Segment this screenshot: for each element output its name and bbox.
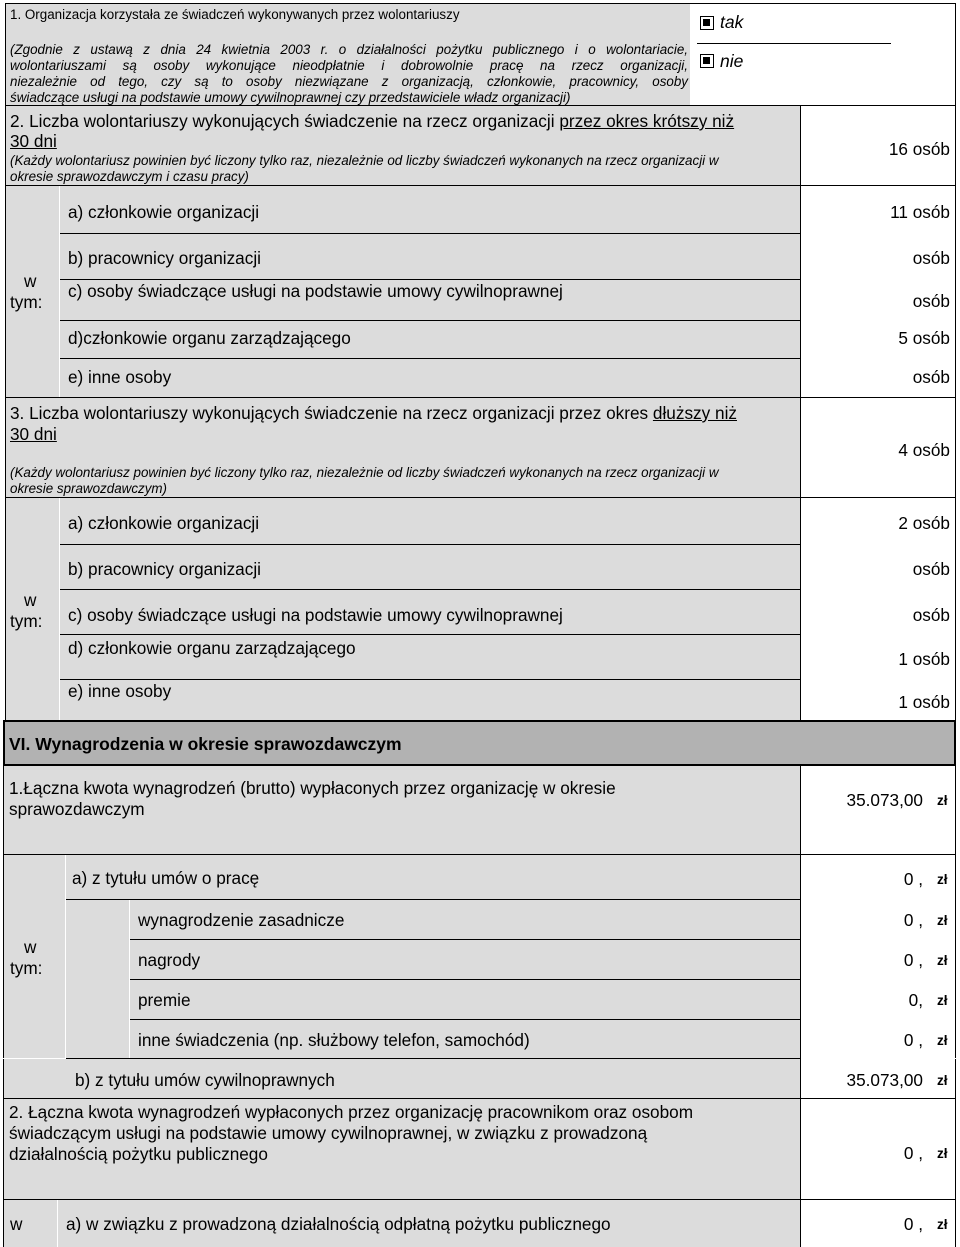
vi-sub-3-currency: zł [937, 993, 948, 1008]
vi-sub-4-currency: zł [937, 1033, 948, 1048]
vi-sub-2-currency: zł [937, 953, 948, 968]
checkbox-nie[interactable] [700, 54, 714, 68]
q2-row-line-d [60, 358, 801, 359]
q2-item-a-value: 11 osób [890, 202, 950, 222]
q2-item-d-label: d)członkowie organu zarządzającego [68, 328, 351, 348]
vi-last-in-that: w [10, 1214, 23, 1234]
vi-q2-line-2: świadczącym usługi na podstawie umowy cywilnoprawnej, w związku z prowadzoną [9, 1123, 648, 1143]
vi-last-label: a) w związku z prowadzoną działalnością odpłatną pożytku publicznego [66, 1214, 611, 1234]
q2-note-line-2: okresie sprawozdawczym i czasu pracy) [10, 169, 249, 184]
q2-item-d-value: 5 osób [898, 328, 950, 348]
vi-q2-line-1: 2. Łączna kwota wynagrodzeń wypłaconych przez organizację pracownikom oraz osobom [9, 1102, 694, 1122]
vi-q1-value: 35.073,00 [846, 790, 923, 810]
vi-a-value: 0 , [903, 869, 923, 889]
vi-row-line-3 [130, 1019, 801, 1020]
q3-item-b-label: b) pracownicy organizacji [68, 559, 261, 579]
q1-note-line-4: świadczące usługi na podstawie umowy cywilnoprawnej czy przedstawiciele władz organizacji) [10, 90, 571, 105]
q3-title-underlined: dłuższy niż [652, 403, 737, 423]
vi-sub-2-label: nagrody [138, 950, 201, 970]
q1-note-line-1: (Zgodnie z ustawą z dnia 24 kwietnia 2003 r. o działalności pożytku publicznego i o wolontariacie, [10, 42, 688, 57]
q3-row-line-a [60, 544, 801, 545]
vi-in-that-tym: tym: [10, 958, 43, 978]
q2-title-text: 2. Liczba wolontariuszy wykonujących świadczenie na rzecz organizacji [10, 111, 560, 131]
q2-item-b-label: b) pracownicy organizacji [68, 248, 261, 268]
vi-q2-line-3: działalnością pożytku publicznego [9, 1144, 268, 1164]
vi-b-currency: zł [937, 1073, 948, 1088]
q2-item-c-value: osób [912, 291, 950, 311]
vi-breakdown-separator [65, 855, 66, 1058]
q3-item-d-value: 1 osób [898, 649, 950, 669]
vi-row-line-1 [130, 939, 801, 940]
vi-q1-currency: zł [937, 793, 948, 808]
q2-item-e-label: e) inne osoby [68, 367, 172, 387]
q2-in-that-w: w [24, 271, 37, 291]
vi-last-value: 0 , [903, 1214, 923, 1234]
q2-title-line-1 [10, 111, 734, 132]
q3-item-e-label: e) inne osoby [68, 681, 172, 701]
q1-note-line-2: wolontariuszami są osoby wykonujące nieodpłatnie i dobrowolnie pracę na rzecz organizacji, [10, 58, 688, 73]
vi-q1-line-2: sprawozdawczym [9, 799, 145, 819]
vi-sub-4-label: inne świadczenia (np. służbowy telefon, samochód) [138, 1030, 530, 1050]
vi-last-separator [57, 1200, 58, 1247]
q2-row-line-a [60, 233, 801, 234]
q2-in-that-tym: tym: [10, 292, 43, 312]
q3-item-a-label: a) członkowie organizacji [68, 513, 260, 533]
q3-item-c-label: c) osoby świadczące usługi na podstawie umowy cywilnoprawnej [68, 605, 563, 625]
checkbox-tak[interactable] [700, 16, 714, 30]
vi-sub-3-label: premie [138, 990, 191, 1010]
q3-row-line-d [60, 679, 801, 680]
vi-sub-4-value: 0 , [903, 1030, 923, 1050]
vi-sub-3-value: 0, [908, 990, 923, 1010]
q2-note-line-1: (Każdy wolontariusz powinien być liczony tylko raz, niezależnie od liczby świadczeń wykonanych na rzecz organizacji w [10, 153, 719, 168]
section-vi-heading: VI. Wynagrodzenia w okresie sprawozdawczym [9, 734, 402, 754]
q3-title-text: 3. Liczba wolontariuszy wykonujących świadczenie na rzecz organizacji przez okres [10, 403, 653, 423]
q3-item-c-value: osób [912, 605, 950, 625]
q3-item-e-value: 1 osób [898, 692, 950, 712]
vi-q2-value: 0 , [903, 1143, 923, 1163]
vi-b-label: b) z tytułu umów cywilnoprawnych [75, 1070, 335, 1090]
option-divider [697, 43, 891, 44]
q2-title-line-2: 30 dni [10, 131, 57, 151]
q3-note-line-2: okresie sprawozdawczym) [10, 481, 168, 496]
q3-item-a-value: 2 osób [898, 513, 950, 533]
vi-b-value: 35.073,00 [846, 1070, 923, 1090]
q2-breakdown-separator [59, 186, 60, 398]
q3-item-d-label: d) członkowie organu zarządzającego [68, 638, 356, 658]
q1-note-line-3: niezależnie od tego, czy są to osoby niezwiązane z organizacją, członkowie, pracownicy, osoby [10, 74, 688, 89]
q2-title-underlined: przez okres krótszy niż [559, 111, 735, 131]
q3-row-line-c [60, 634, 801, 635]
vi-sub-1-value: 0 , [903, 910, 923, 930]
vi-last-currency: zł [937, 1217, 948, 1232]
q3-item-b-value: osób [912, 559, 950, 579]
vi-sub-1-label: wynagrodzenie zasadnicze [138, 910, 345, 930]
q3-in-that-tym: tym: [10, 611, 43, 631]
q2-row-line-b [60, 279, 801, 280]
option-nie-label: nie [720, 51, 744, 71]
q2-item-b-value: osób [912, 248, 950, 268]
q3-total-value: 4 osób [898, 440, 950, 460]
q2-item-e-value: osób [912, 367, 950, 387]
vi-in-that-w: w [24, 937, 37, 957]
q2-row-line-c [60, 320, 801, 321]
vi-q2-currency: zł [937, 1146, 948, 1161]
q1-title: 1. Organizacja korzystała ze świadczeń wykonywanych przez wolontariuszy [10, 7, 460, 22]
q2-item-a-label: a) członkowie organizacji [68, 202, 260, 222]
option-tak-label: tak [720, 12, 744, 32]
vi-q1-line-1: 1.Łączna kwota wynagrodzeń (brutto) wypłaconych przez organizację w okresie [9, 778, 616, 798]
q3-breakdown-separator [59, 498, 60, 720]
q3-note-line-1: (Każdy wolontariusz powinien być liczony tylko raz, niezależnie od liczby świadczeń wykonanych na rzecz organizacji w [10, 465, 719, 480]
q3-title-line-1 [10, 403, 737, 424]
q3-row-line-b [60, 589, 801, 590]
vi-sub-1-currency: zł [937, 913, 948, 928]
vi-row-line-a [66, 899, 801, 900]
q2-total-value: 16 osób [888, 139, 950, 159]
vi-a-label: a) z tytułu umów o pracę [72, 868, 260, 888]
vi-a-currency: zł [937, 872, 948, 887]
vi-sub-2-value: 0 , [903, 950, 923, 970]
q3-in-that-w: w [24, 590, 37, 610]
vi-row-line-2 [130, 979, 801, 980]
q3-title-line-2: 30 dni [10, 424, 57, 444]
q2-item-c-label: c) osoby świadczące usługi na podstawie umowy cywilnoprawnej [68, 281, 563, 301]
